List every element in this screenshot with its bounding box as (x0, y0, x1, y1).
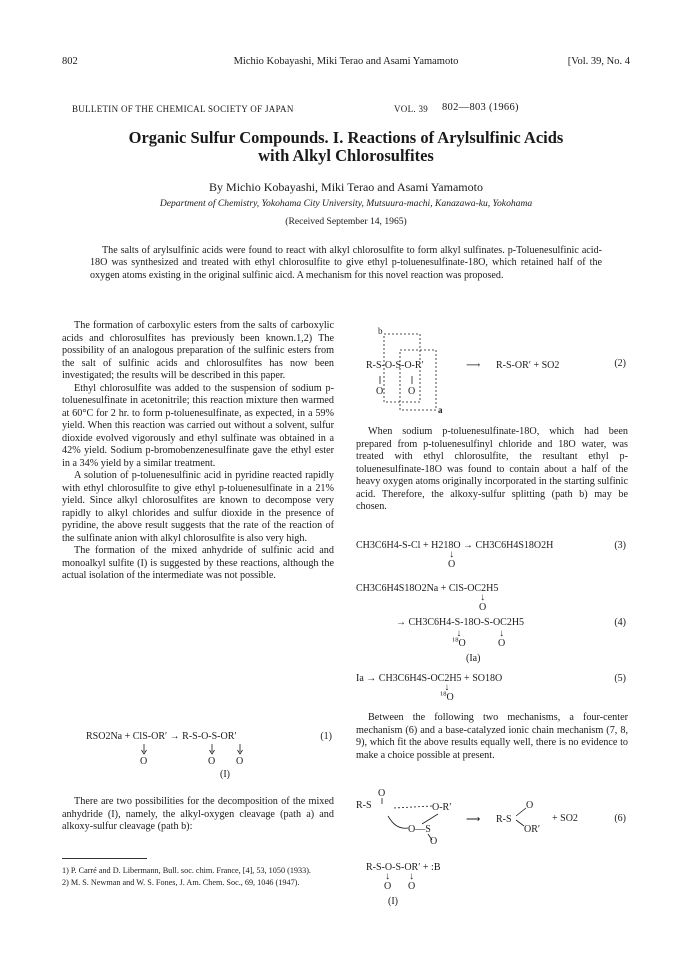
svg-text:O—S: O—S (408, 824, 431, 835)
equation-7-oxygen-a: ↓ O (384, 871, 392, 892)
left-column-bottom (62, 796, 334, 834)
svg-text:O: O (376, 386, 384, 397)
equation-6 (356, 786, 628, 846)
svg-text:O-R′: O-R′ (432, 802, 452, 813)
paragraph-6: When sodium p-toluenesulfinate-18O, which had been prepared from p-toluenesulfinyl chloride and 18O water, was treated with ethyl chlorosulfite, the resultant ethyl p-toluenesulfinate-18O was found to contain about a half of the heavy oxygen atoms originally incorporated in the starting sulfinic acid. Therefore, the alkoxy-sulfur splitting (path b) may be chosen. (356, 426, 628, 512)
journal-name: BULLETIN OF THE CHEMICAL SOCIETY OF JAPAN (72, 104, 294, 114)
equation-1-oxygens (62, 743, 334, 767)
journal-pages: 802—803 (1966) (442, 102, 519, 113)
svg-text:O: O (378, 788, 386, 799)
paragraph-4: The formation of the mixed anhydride of sulfinic acid and monoalkyl sulfite (I) is suggested by these reactions, although the actual isolation of the intermediate was not possible. (62, 545, 334, 581)
equation-4-label: (Ia) (466, 653, 481, 664)
running-authors: Michio Kobayashi, Miki Terao and Asami Yamamoto (233, 56, 459, 67)
equation-7-oxygen-b: ↓ O (408, 871, 416, 892)
equation-6-number: (6) (614, 813, 626, 824)
paragraph-1: The formation of carboxylic esters from the salts of carboxylic acids and chlorosulfites has previously been known.1,2) The possibility of an analogous preparation of the sulfinic esters from the salt of sulfinic acids and chlorosulfites has now been investigated; the results will be described in this paper. (62, 320, 334, 381)
equation-4-oxygen-b: ↓ $^{18}$O (452, 628, 466, 649)
footnotes (62, 866, 334, 889)
equation-7-text: R-S-O-S-OR′ + :B (366, 862, 441, 873)
svg-text:O: O (140, 756, 148, 767)
equation-1-label: (I) (220, 769, 230, 780)
received-date: (Received September 14, 1965) (285, 216, 407, 227)
equation-2-number: (2) (614, 358, 626, 369)
title-line-1: Organic Sulfur Compounds. I. Reactions of Arylsulfinic Acids (128, 128, 564, 147)
equation-7 (356, 862, 628, 912)
right-column-text-2 (356, 712, 628, 762)
equation-5-oxygen: ↓ $^{18}$O (440, 682, 454, 703)
equation-4-product: → CH3C6H4-S-18O-S-OC2H5 (396, 617, 525, 628)
svg-text:O: O (208, 756, 216, 767)
equation-5-number: (5) (614, 673, 626, 684)
svg-text:O: O (526, 800, 534, 811)
equation-5 (356, 673, 628, 705)
article-title (62, 129, 630, 165)
footnote-rule (62, 858, 147, 859)
equation-3 (356, 540, 628, 572)
footnote-1: 1) P. Carré and D. Libermann, Bull. soc. chim. France, [4], 53, 1050 (1933). (62, 866, 311, 875)
affiliation: Department of Chemistry, Yokohama City University, Mutsuura-machi, Kanazawa-ku, Yokohama (159, 198, 533, 209)
reaction-arrow: ⟶ (466, 360, 481, 371)
running-header (62, 56, 630, 70)
equation-4-oxygen-a: ↓ O (479, 592, 487, 613)
journal-vol: VOL. 39 (394, 104, 429, 114)
equation-7-label: (I) (388, 896, 398, 907)
equation-1 (62, 731, 334, 783)
svg-text:O: O (236, 756, 244, 767)
equation-1-text: RSO2Na + ClS-OR′ → R-S-O-S-OR′ (86, 731, 237, 742)
equation-3-text: CH3C6H4-S-Cl + H218O → CH3C6H4S18O2H (356, 540, 554, 551)
svg-text:R-S: R-S (496, 814, 512, 825)
equation-4 (356, 583, 628, 675)
paragraph-7: Between the following two mechanisms, a four-center mechanism (6) and a base-catalyzed ionic chain mechanism (7, 8, 9), which fit the above results equally well, there is no evidence to make a choice possible at present. (356, 712, 628, 761)
equation-4-reactants: CH3C6H4S18O2Na + ClS-OC2H5 (356, 583, 499, 594)
author-line: By Michio Kobayashi, Miki Terao and Asami Yamamoto (209, 180, 483, 194)
svg-text:b: b (378, 326, 383, 336)
equation-2 (356, 322, 628, 417)
svg-text:a: a (438, 405, 443, 415)
paragraph-2: Ethyl chlorosulfite was added to the suspension of sodium p-toluenesulfinate in acetonitrile; this reaction mixture then warmed at 60°C for 2 hr. to form p-toluenesulfinate, as expected, in a 59% yield. When this reaction was carried out without a solvent, sulfur dioxide evolved vigorously and ethyl sulfinate was obtained in a 42% yield. Sodium p-bromobenzenesulfinate gave the ethyl ester in a 34% yield by a similar treatment. (62, 382, 334, 469)
abstract: The salts of arylsulfinic acids were found to react with alkyl chlorosulfite to form alkyl sulfinates. p-Toluenesulfinic acid-18O was synthesized and treated with ethyl chlorosulfite to give ethyl p-toluenesulfinate-18O, which retained half of the oxygen atoms existing in the original sulfinic aicd. A mechanism for this novel reaction was proposed. (90, 245, 602, 281)
paragraph-5: There are two possibilities for the decomposition of the mixed anhydride (I), namely, the alkyl-oxygen cleavage (path a) and alkoxy-sulfur cleavage (path b): (62, 796, 334, 832)
equation-5-text: Ia → CH3C6H4S-OC2H5 + SO18O (356, 673, 503, 684)
equation-3-oxygen: ↓ O (448, 549, 456, 570)
footnote-2: 2) M. S. Newman and W. S. Fones, J. Am. Chem. Soc., 69, 1046 (1947). (62, 877, 300, 887)
equation-2-product: R-S-OR′ + SO2 (496, 360, 560, 371)
title-line-2: with Alkyl Chlorosulfites (258, 146, 434, 165)
svg-text:O: O (408, 386, 416, 397)
equation-1-number: (1) (320, 731, 332, 742)
equation-2-reactant: R-S-O-S-O-R′ (366, 360, 424, 371)
equation-4-number: (4) (614, 617, 626, 628)
svg-text:⟶: ⟶ (466, 814, 481, 825)
page-number: 802 (62, 56, 78, 67)
equation-6-left: R-S (356, 800, 372, 811)
equation-6-scheme (356, 786, 628, 846)
equation-6-right: + SO2 (552, 813, 578, 824)
equation-4-oxygen-c: ↓ O (498, 628, 506, 649)
svg-text:O: O (430, 836, 438, 846)
equation-3-number: (3) (614, 540, 626, 551)
volume-info: [Vol. 39, No. 4 (567, 56, 630, 67)
left-column (62, 320, 334, 583)
svg-text:OR′: OR′ (524, 824, 541, 835)
paragraph-3: A solution of p-toluenesulfinic acid in pyridine reacted rapidly with ethyl chlorosulfite to give ethyl p-toluenesulfinate in a 21% yield. Since alkyl chlorosulfites are known to decompose very rapidly to alkyl chlorides and sulfur dioxide in the presence of pyridine, the above result suggests that the rate of the reaction of the sulfinate anion with alkyl chlorosulfite is also very high. (62, 470, 334, 544)
right-column-text-1 (356, 426, 628, 514)
